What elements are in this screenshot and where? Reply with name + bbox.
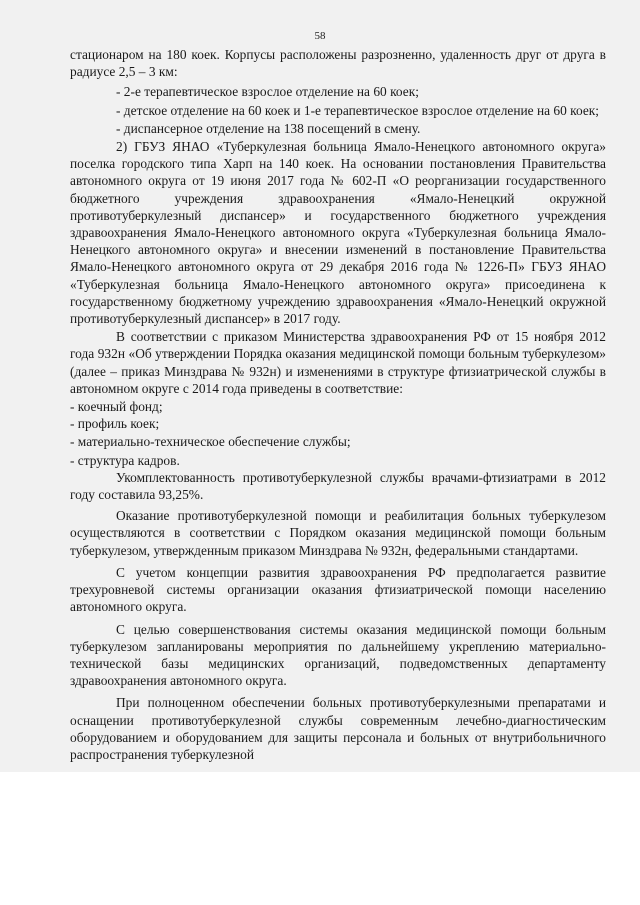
list-item-staff-structure: - структура кадров. bbox=[70, 452, 180, 468]
paragraph-staffing: Укомплектованность противотуберкулезной службы врачами-фтизиатрами в 2012 году составила 93,25%. bbox=[70, 469, 606, 503]
paragraph-beds-intro: стационаром на 180 коек. Корпусы расположены разрозненно, удаленность друг от друга в радиусе 2,5 – 3 км: bbox=[70, 47, 606, 80]
paragraph-three-level-system: С учетом концепции развития здравоохранения РФ предполагается развитие трехуровневой системы организации оказания фтизиатрической помощи населению автономного округа. bbox=[70, 564, 606, 615]
blank-margin bbox=[0, 772, 640, 905]
paragraph-full-provision: При полноценном обеспечении больных противотуберкулезными препаратами и оснащении противотуберкулезной службы современным лечебно-диагностическим оборудованием и оборудованием для защиты персонала и больных от внутрибольничного распространения туберкулезной bbox=[70, 695, 606, 762]
list-item-equipment: - материально-техническое обеспечение службы; bbox=[70, 434, 351, 450]
paragraph-improvement-measures: С целью совершенствования системы оказания медицинской помощи больным туберкулезом запланированы мероприятия по дальнейшему укреплению материально-технической базы медицинских организаций, подведомственных департаменту здравоохранения автономного округа. bbox=[70, 621, 606, 689]
paragraph-care-provision: Оказание противотуберкулезной помощи и реабилитация больных туберкулезом осуществляются в соответствии с Порядком оказания медицинской помощи больным туберкулезом, утвержденным приказом Минздрава № 932н, федеральными стандартами. bbox=[70, 508, 606, 558]
list-item-children-dept: - детское отделение на 60 коек и 1-е терапевтическое взрослое отделение на 60 коек; bbox=[116, 102, 599, 118]
list-item-bed-fund: - коечный фонд; bbox=[70, 399, 163, 415]
page-number: 58 bbox=[314, 30, 326, 42]
paragraph-ministry-order: В соответствии с приказом Министерства здравоохранения РФ от 15 ноября 2012 года 932н «Об утверждении Порядка оказания медицинской помощи больным туберкулезом» (далее – приказ Минздрава № 932н) и изменениями в структуре фтизиатрической службы в автономном округе с 2014 года приведены в соответствие: bbox=[70, 329, 606, 396]
document-body bbox=[70, 46, 606, 763]
list-item-therapy-2: - 2-е терапевтическое взрослое отделение на 60 коек; bbox=[116, 84, 419, 100]
paragraph-kharp-hospital: 2) ГБУЗ ЯНАО «Туберкулезная больница Ямало-Ненецкого автономного округа» поселка городского типа Харп на 140 коек. На основании постановления Правительства автономного округа от 19 июня 2017 года № 602-П «О реорганизации государственного бюджетного учреждения здравоохранения «Ямало-Ненецкий окружной противотуберкулезный диспансер» и государственного бюджетного учреждения здравоохранения Ямало-Ненецкого автономного округа «Туберкулезная больница Ямало-Ненецкого автономного округа» и внесении изменений в постановление Правительства Ямало-Ненецкого автономного округа от 29 декабря 2016 года № 1226-П» ГБУЗ ЯНАО «Туберкулезная больница Ямало-Ненецкого автономного округа» присоединена к государственному бюджетному учреждению здравоохранения «Ямало-Ненецкий окружной противотуберкулезный диспансер» в 2017 году. bbox=[70, 139, 606, 327]
list-item-bed-profile: - профиль коек; bbox=[70, 416, 160, 432]
list-item-dispensary: - диспансерное отделение на 138 посещений в смену. bbox=[116, 120, 421, 136]
